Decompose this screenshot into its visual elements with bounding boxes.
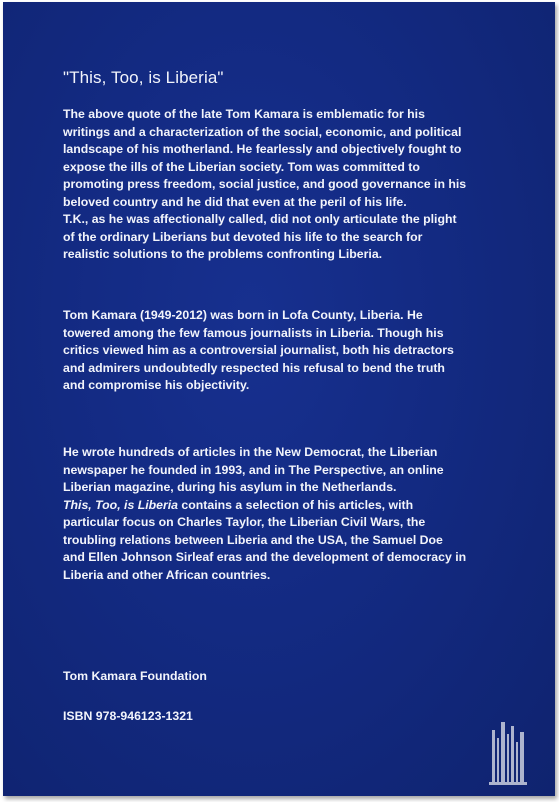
text-line: promoting press freedom, social justice, and good governance in his bbox=[63, 177, 467, 191]
text-line: expose the ills of the Liberian society. Tom was committed to bbox=[63, 159, 420, 174]
biography-paragraph bbox=[63, 307, 523, 395]
text-line: T.K., as he was affectionally called, did not only articulate the plight bbox=[63, 212, 457, 226]
publisher-name: Tom Kamara Foundation bbox=[63, 669, 207, 683]
text-line: of the ordinary Liberians but devoted his life to the search for bbox=[63, 229, 423, 244]
text-line: landscape of his motherland. He fearlessly and objectively fought to bbox=[63, 142, 462, 156]
text-line: beloved country and he did that even at the peril of his life. bbox=[63, 194, 407, 209]
text-line: and compromise his objectivity. bbox=[63, 378, 250, 392]
text-line: troubling relations between Liberia and the USA, the Samuel Doe bbox=[63, 532, 443, 547]
text-line: Liberian magazine, during his asylum in the Netherlands. bbox=[63, 480, 397, 494]
text-line: towered among the few famous journalists in Liberia. Though his bbox=[63, 325, 444, 340]
text-line: and admirers undoubtedly respected his refusal to bend the truth bbox=[63, 360, 445, 375]
text-line: writings and a characterization of the social, economic, and political bbox=[63, 124, 462, 139]
barcode-book-icon bbox=[489, 718, 529, 788]
text-fragment: contains a selection of his articles, with bbox=[178, 497, 414, 512]
text-line: newspaper he founded in 1993, and in The Perspective, an online bbox=[63, 462, 444, 477]
book-summary-paragraph bbox=[63, 444, 523, 584]
text-line: critics viewed him as a controversial journalist, both his detractors bbox=[63, 343, 454, 357]
text-line: Liberia and other African countries. bbox=[63, 567, 271, 582]
text-line bbox=[63, 497, 523, 515]
text-line: realistic solutions to the problems confronting Liberia. bbox=[63, 247, 383, 261]
intro-paragraph bbox=[63, 106, 523, 264]
book-back-cover bbox=[3, 2, 555, 796]
text-line: Tom Kamara (1949-2012) was born in Lofa County, Liberia. He bbox=[63, 308, 423, 322]
isbn-number: ISBN 978-946123-1321 bbox=[63, 709, 193, 723]
book-title-italic: This, Too, is Liberia bbox=[63, 497, 179, 512]
text-line: He wrote hundreds of articles in the New Democrat, the Liberian bbox=[63, 445, 438, 459]
text-line: The above quote of the late Tom Kamara is emblematic for his bbox=[63, 107, 425, 121]
cover-quote-title: "This, Too, is Liberia" bbox=[63, 68, 224, 87]
text-line: and Ellen Johnson Sirleaf eras and the development of democracy in bbox=[63, 550, 467, 564]
text-line: particular focus on Charles Taylor, the Liberian Civil Wars, the bbox=[63, 515, 426, 529]
